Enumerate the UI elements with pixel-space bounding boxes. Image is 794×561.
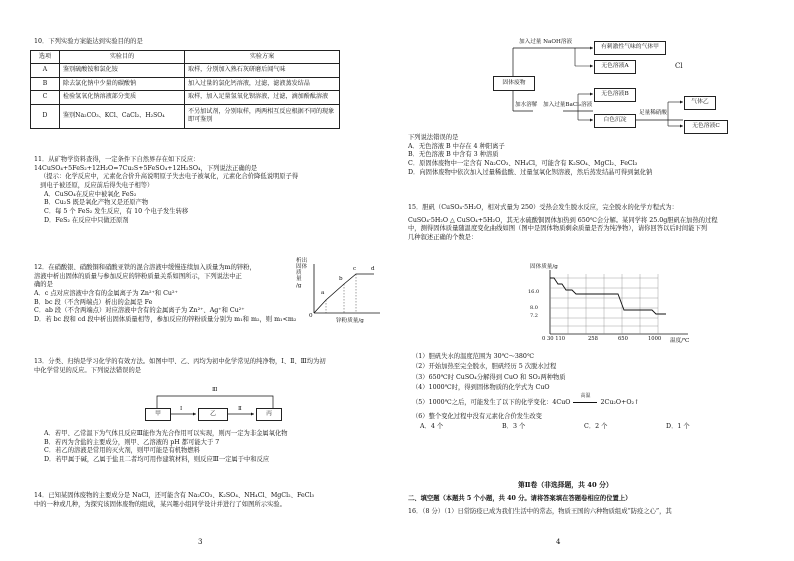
- table-cell: B: [31, 77, 60, 90]
- q15-chart: [528, 264, 698, 349]
- question-13: [34, 358, 384, 375]
- q13-reaction-2: Ⅱ: [238, 406, 242, 412]
- section-2-heading: 二、填空题（本题共 5 个小题，共 40 分。请将答案填在答题卷相应的位置上）: [408, 495, 632, 502]
- q15-tick-y: 16.0: [528, 289, 540, 295]
- table-row: [31, 64, 340, 77]
- q13-option-c[interactable]: C．若乙的溶液是常用的灭火剂，则甲可能是有机物燃料: [44, 447, 200, 455]
- flow-solution-a: 无色溶液A: [594, 60, 636, 74]
- q12-stem: 确的是: [34, 281, 53, 289]
- q12-option-c[interactable]: C．ab 段（不含两端点）对应溶液中含有的金属离子为 Zn²⁺、Ag⁺和 Cu²⁺: [34, 307, 245, 315]
- table-cell: 检验氢氧化钠溶液部分变质: [60, 91, 185, 104]
- table-header: 实验方案: [185, 51, 340, 64]
- q13-box-yi: 乙: [198, 408, 228, 421]
- q12-stem: 12．在硝酸银、硝酸铜和硝酸亚铁的混合溶液中缓慢连续加入质量为m的锌粉，: [34, 264, 256, 271]
- q13-reaction-3: Ⅲ: [212, 387, 218, 393]
- q12-option-d[interactable]: D．若 bc 段和 cd 段中析出固体质量相等，参加反应的锌粉质量分别为 m₁和 m₂，则 m₁<m₂: [34, 316, 297, 324]
- q10-title: 10．下列实验方案能达到实验目的的是: [34, 38, 143, 45]
- q11-hint: （提示：化学反应中，元素化合价升高说明原子失去电子被氧化，元素化合价降低说明原子得: [40, 173, 299, 181]
- table-row: [31, 104, 340, 128]
- q15-options: [412, 422, 768, 432]
- page-number-left: 3: [198, 538, 203, 546]
- q15-stem: 几种叙述正确的个数是：: [408, 234, 478, 242]
- q14-stem: 14．已知某固体废物的主要成分是 NaCl，还可能含有 Na₂CO₃、K₂SO₄、NH₄Cl、MgCl₂、FeCl₃: [34, 492, 315, 499]
- q15-statement-4: （4）1000℃时，得到固体物质的化学式为 CuO: [412, 384, 550, 392]
- table-cell: 鉴别硫酸铵和氯化铵: [60, 64, 185, 77]
- q14-stem: 下列说法错误的是: [408, 134, 459, 141]
- flow-solution-c: 无色溶液C: [684, 120, 728, 134]
- table-header: 选项: [31, 51, 60, 64]
- flow-gas-jia: 有刺激性气味的气体甲: [594, 41, 666, 55]
- q12-point-d: d: [371, 266, 375, 272]
- q15-statement-1: （1）胆矾失水的温度范围为 30℃～380℃: [412, 353, 534, 360]
- q15-condition: 高温: [580, 392, 591, 399]
- q15-statement-3: （3）650℃时 CuSO₄分解得到 CuO 和 SO₂两种物质: [412, 373, 566, 381]
- q13-box-jia: 甲: [145, 408, 171, 421]
- flow-step-water: 加水溶解: [515, 102, 538, 108]
- table-cell: 鉴别Na₂CO₃、KCl、CaCl₂、H₂SO₄: [60, 104, 185, 128]
- q13-box-bing: 丙: [256, 408, 282, 421]
- q12-option-a[interactable]: A．c 点对应溶液中含有的金属离子为 Zn²⁺和 Cu²⁺: [34, 290, 178, 298]
- table-cell: 取样，加入足量氢氧化钡溶液，过滤，滴加酚酞溶液: [185, 91, 340, 104]
- q14-option-a[interactable]: A．无色溶液 B 中存在 4 种阳离子: [408, 142, 505, 150]
- q14-option-b[interactable]: B．无色溶液 B 中含有 3 种溶质: [408, 151, 499, 159]
- table-row: [31, 77, 340, 90]
- q15-option-a[interactable]: A．4 个: [420, 423, 444, 431]
- flow-step-bacl2: 加入过量BaCl₂溶液: [543, 102, 593, 108]
- flow-solid-waste: 固体废物: [493, 76, 535, 91]
- right-page: [408, 0, 768, 561]
- q11-equation: 14CuSO₄+5FeS₂+12H₂O=7Cu₂S+5FeSO₄+12H₂SO₄，下列说法正确的是: [34, 164, 258, 172]
- q11-stem: 11．从矿物学资料查得，一定条件下自然界存在如下反应：: [34, 156, 200, 163]
- q15-statement-5: （5）1000℃之后，可能发生了以下的化学变化：4CuO 高温 2Cu₂O+O₂↑: [412, 392, 640, 406]
- q14-option-c[interactable]: C．原固体废物中一定含有 Na₂CO₃、NH₄Cl，可能含有 K₂SO₄、MgCl₂、FeCl₃: [408, 160, 638, 168]
- q15-stem: 15．胆矾（CuSO₄·5H₂O，相对式量为 250）受热会发生脱水反应，完全脱水的化学方程式为：: [408, 204, 678, 211]
- flow-step-naoh: 加入过量 NaOH溶液: [519, 39, 573, 45]
- q15-tick-y: 7.2: [530, 313, 538, 319]
- q14-option-d[interactable]: D．向固体废物中依次加入过量稀盐酸、过量氢氧化钡溶液，然后蒸发结晶可得到氯化钠: [408, 168, 653, 176]
- q12-point-c: c: [353, 266, 357, 272]
- q13-reaction-1: Ⅰ: [180, 406, 183, 412]
- section-2-title: 第Ⅱ卷（非选择题，共 40 分）: [518, 481, 613, 489]
- q11-option-d[interactable]: D．FeS₂ 在反应中只做还原剂: [44, 216, 129, 224]
- flow-gas-yi: 气体乙: [684, 96, 716, 110]
- q11-option-c[interactable]: C．每 5 个 FeS₂ 发生反应，有 10 个电子发生转移: [44, 208, 189, 216]
- table-cell: C: [31, 91, 60, 104]
- q13-options: [34, 430, 384, 465]
- table-cell: 不另加试剂，分别取样，两两相互反应根据不同的现象即可鉴别: [185, 104, 340, 128]
- q15-option-b[interactable]: B．3 个: [502, 423, 526, 431]
- q10-table-wrap: [30, 50, 340, 129]
- flow-step-hno3: 足量稀硝酸: [639, 110, 667, 116]
- q12-origin: 0: [309, 313, 313, 319]
- q12-stem: 溶液中析出固体的质量与参加反应的锌粉质量关系如图所示，下列说法中正: [34, 272, 242, 280]
- q15-tick-x: 1000: [648, 336, 662, 342]
- q15-tick-x: 258: [588, 336, 598, 342]
- q12-point-a: a: [321, 290, 325, 296]
- left-page: [34, 0, 390, 561]
- q13-option-d[interactable]: D．若甲属于碱，乙属于盐且二者均可用作建筑材料，则反应Ⅲ一定属于中和反应: [44, 456, 270, 464]
- q13-diagram: [140, 386, 290, 426]
- q15-stem: 中，测得固体质量随温度变化曲线如图（图中是固体物质剩余质量是否为纯净物），请你回答以后时间能下列: [408, 225, 708, 233]
- q11-option-a[interactable]: A．CuSO₄在反应中被氧化 FeS₂: [44, 190, 137, 198]
- question-14: [34, 492, 388, 509]
- table-cell: 取样，分别加入熟石灰研磨后闻气味: [185, 64, 340, 77]
- q11-hint: 到电子被还原，反应前后得失电子相等）: [40, 182, 154, 190]
- question-12: [34, 264, 319, 325]
- q15-equation: CuSO₄·5H₂O △ CuSO₄+5H₂O，其无水硫酸铜固体加热到 650℃会分解。某同学将 25.0g胆矾在加热的过程: [408, 216, 718, 224]
- q15-tick-y: 8.0: [530, 305, 538, 311]
- table-cell: 加入过量的氯化钙溶液，过滤，滤液蒸发结晶: [185, 77, 340, 90]
- q15-chart-xlabel: 温度/℃: [670, 338, 690, 344]
- q12-graph-xlabel: 锌粉质量/g: [336, 318, 364, 324]
- q14-stem: 中的一种或几种，为探究该固体废物的组成，某兴趣小组同学设计并进行了如图所示实验。: [34, 500, 286, 508]
- q15-tick-x: 0 30 110: [542, 336, 566, 342]
- q13-option-b[interactable]: B．若丙为含盐的主要成分，则甲、乙溶液的 pH 都可能大于 7: [44, 438, 220, 446]
- q15-statement-2: （2）开始加热至完全脱水，胆矾经历 5 次脱水过程: [412, 363, 557, 371]
- flow-solution-b: 无色溶液B: [594, 88, 636, 102]
- q13-option-a[interactable]: A．若甲、乙常温下为气体且反应Ⅲ能作为光合作用可以实现，则丙一定为非金属氧化物: [44, 430, 288, 437]
- flow-note: Cl: [675, 62, 683, 70]
- page-number-right: 4: [556, 538, 561, 546]
- table-cell: D: [31, 104, 60, 128]
- q10-table: [30, 50, 340, 129]
- q14-options: [408, 134, 768, 177]
- question-15: [408, 204, 772, 243]
- table-cell: 除去氯化钠中少量的碳酸钠: [60, 77, 185, 90]
- q15-chart-ylabel: 固体质量/g: [530, 264, 558, 270]
- table-cell: A: [31, 64, 60, 77]
- question-16: 16．（8 分）（1）日常防疫已成为我们生活中的常态，物质王国的六种物质组成“防疫之心”，其: [408, 508, 672, 515]
- q15-tick-x: 650: [618, 336, 628, 342]
- table-row: [31, 91, 340, 104]
- flow-white-precipitate: 白色沉淀: [594, 114, 636, 128]
- q12-graph: [296, 258, 386, 328]
- table-header: 实验目的: [60, 51, 185, 64]
- q12-point-b: b: [339, 276, 343, 282]
- q15-option-d[interactable]: D．1 个: [666, 423, 690, 431]
- q13-stem: 13．分类、归纳是学习化学的有效方法。如图中甲、乙、丙均为初中化学常见的纯净物，Ⅰ、Ⅱ、Ⅲ均为初: [34, 358, 326, 365]
- q13-stem: 中化学常见的反应。下列说法错误的是: [34, 366, 142, 374]
- q12-graph-ylabel: 析出 固体 质 量 /g: [296, 258, 308, 289]
- q15-statements: [412, 352, 768, 433]
- q15-option-c[interactable]: C．2 个: [584, 423, 608, 431]
- q14-flowchart: [453, 36, 743, 131]
- question-11: [34, 156, 384, 226]
- q11-option-b[interactable]: B．Cu₂S 既是氧化产物又是还原产物: [44, 199, 149, 207]
- q15-statement-6: （6）整个变化过程中没有元素化合价发生改变: [412, 412, 542, 420]
- q12-option-b[interactable]: B．bc 段（不含两端点）析出的金属是 Fe: [34, 298, 153, 306]
